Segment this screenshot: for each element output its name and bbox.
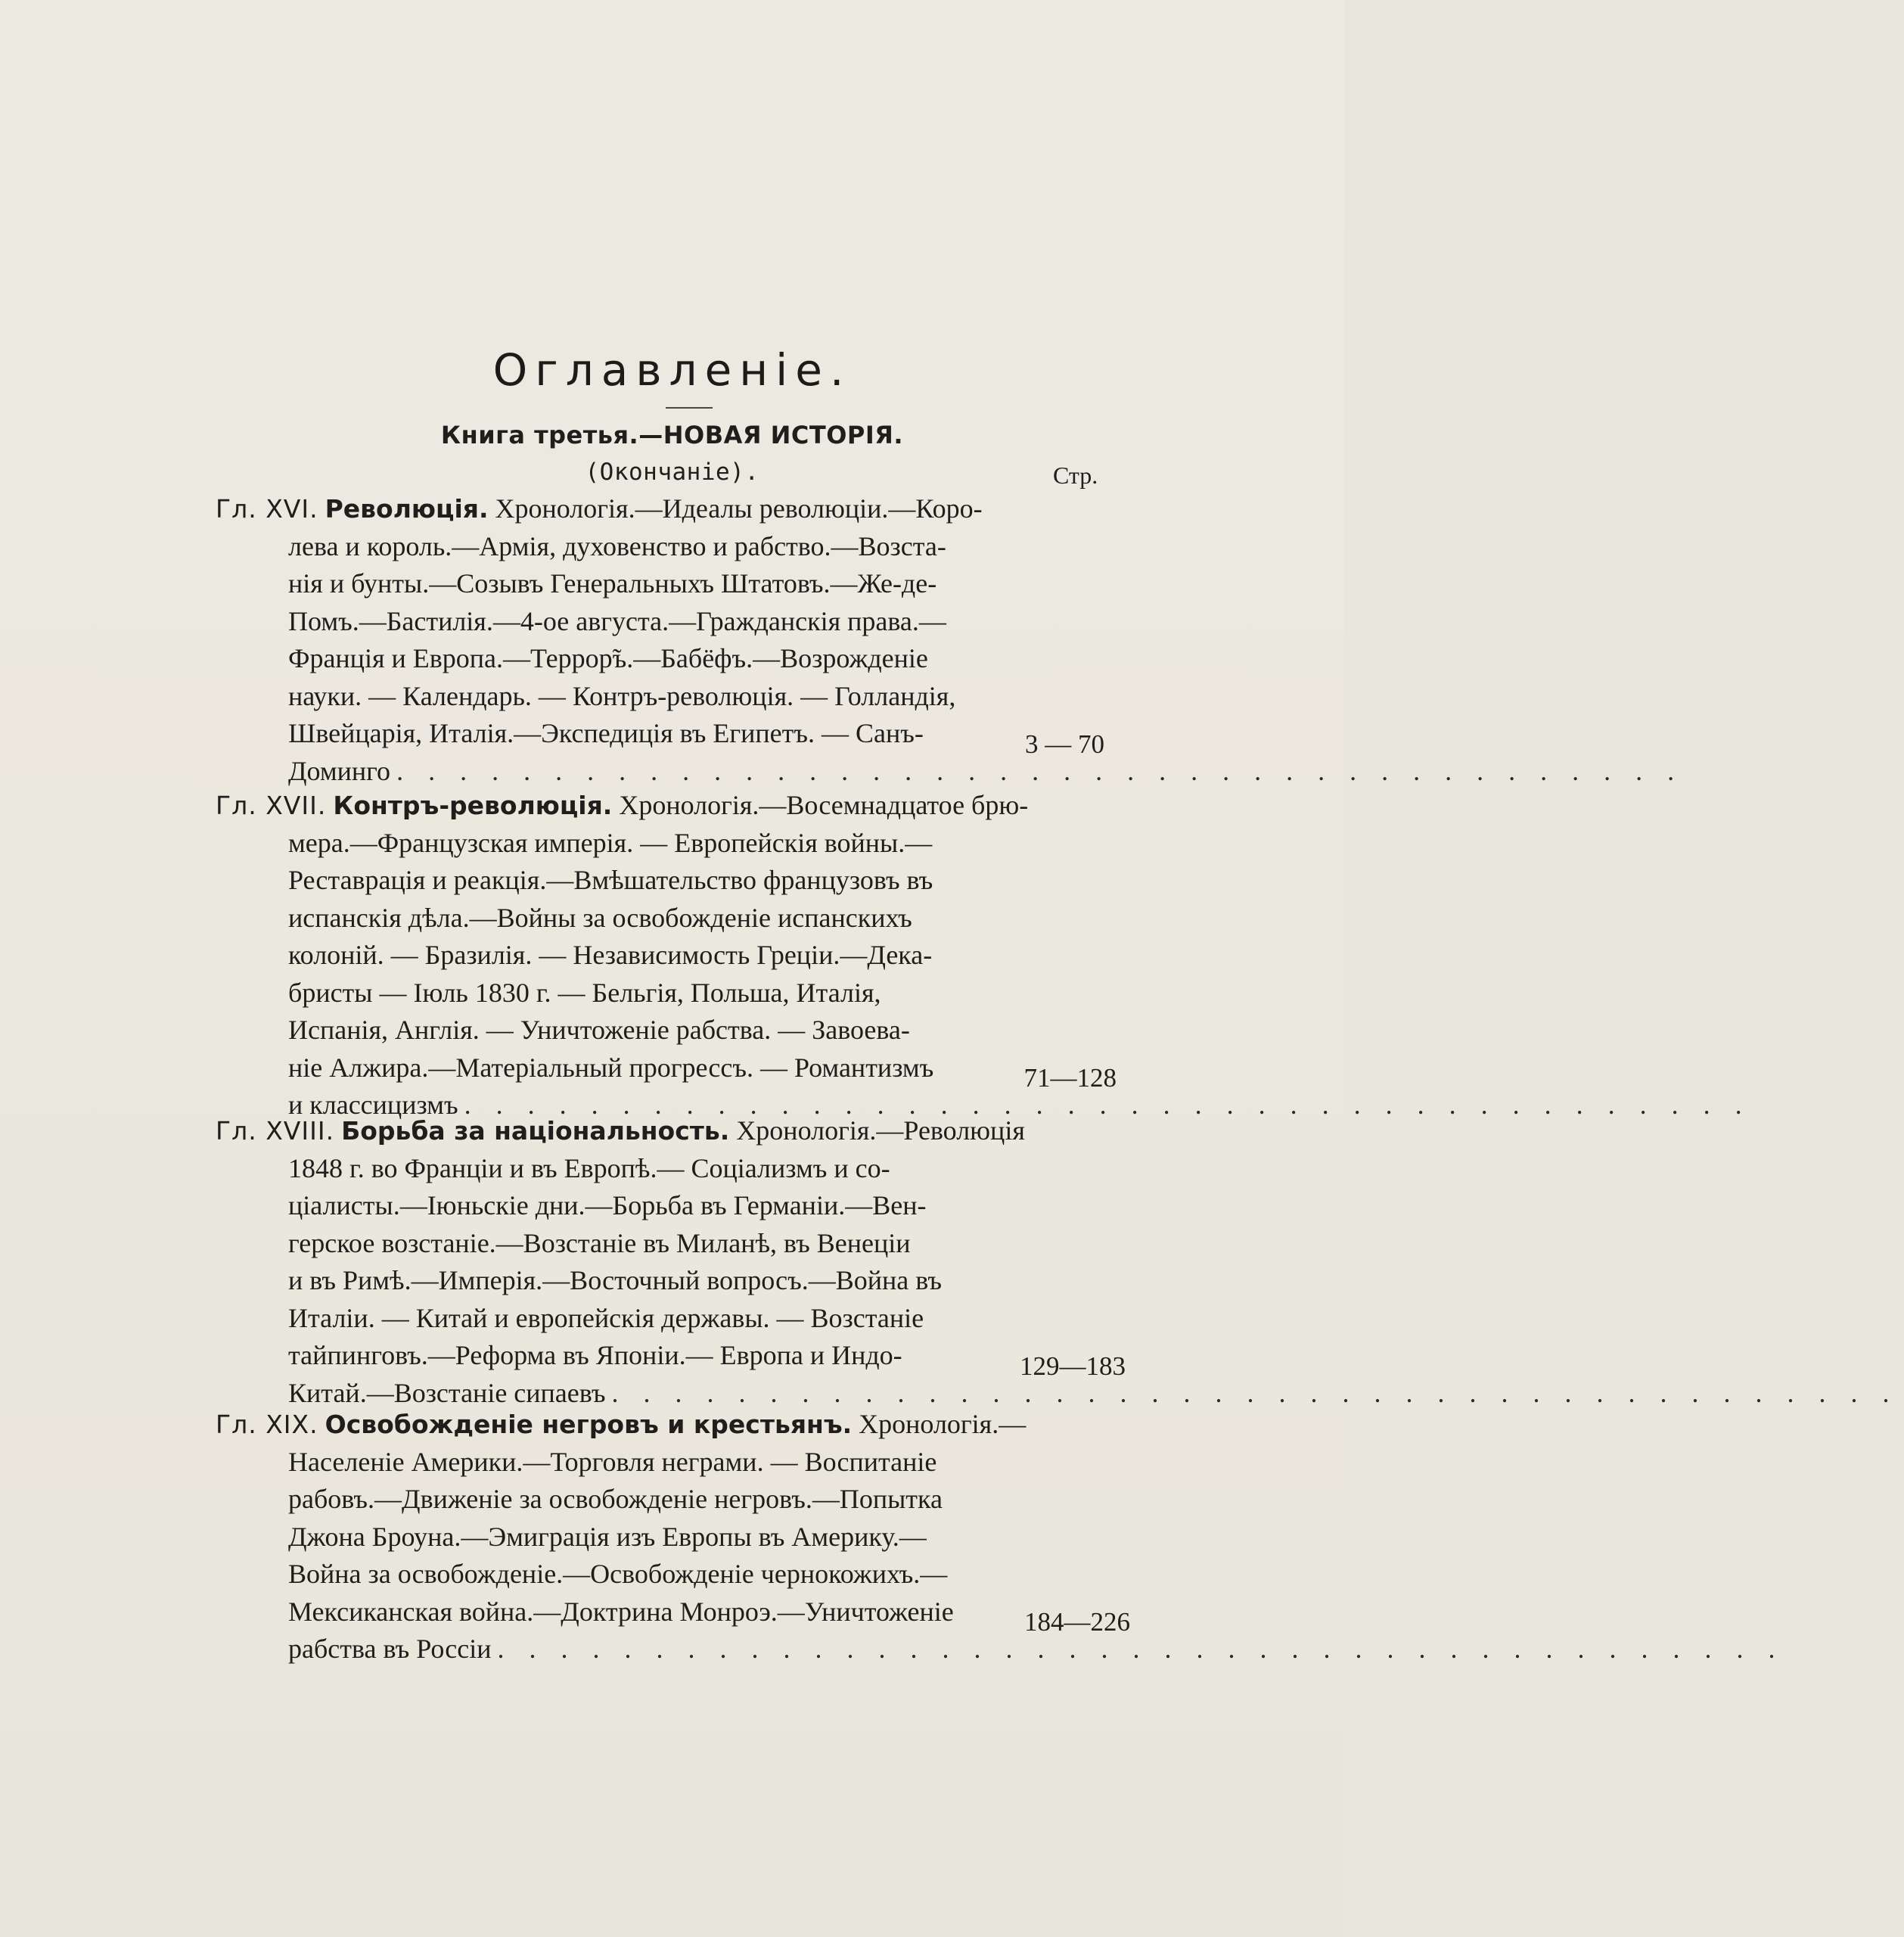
page-range: 129—183 (1020, 1351, 1126, 1381)
entry-first-line (216, 490, 987, 528)
entry-text: рабства въ Россіи (288, 1634, 492, 1664)
chapter-name: Контръ-революція. (333, 791, 613, 820)
entry-line: Населеніе Америки.—Торговля неграми. — Воспитаніе (288, 1446, 937, 1477)
entry-first-line (216, 1112, 1025, 1150)
entry-first-line (216, 1406, 1027, 1444)
entry-line: Швейцарія, Италія.—Экспедиція въ Египетъ. — Санъ- (288, 718, 924, 748)
leader-dots: . . . . . . . . . . . . . . . . . . . . . . . . . . . . . . . . . . . . . . . . . (611, 1377, 1899, 1408)
entry-text: Хронологія.— (859, 1409, 1027, 1439)
entry-line: ніе Алжира.—Матеріальный прогрессъ. — Романтизмъ (288, 1052, 934, 1083)
entry-line: Мексиканская война.—Доктрина Монроэ.—Уничтоженіе (288, 1596, 954, 1627)
entry-line: нія и бунты.—Созывъ Генеральныхъ Штатовъ.—Же-де- (288, 568, 937, 599)
entry-line: бристы — Іюль 1830 г. — Бельгія, Польша, Италія, (288, 977, 881, 1008)
entry-line: Испанія, Англія. — Уничтоженіе рабства. — Завоева- (288, 1015, 910, 1045)
entry-line: науки. — Календарь. — Контръ-революція. — Голландія, (288, 680, 956, 711)
entry-line: Джона Броуна.—Эмиграція изъ Европы въ Америку.— (288, 1521, 927, 1552)
entry-line: Реставрація и реакція.—Вмѣшательство французовъ въ (288, 865, 933, 895)
chapter-name: Борьба за національность. (341, 1116, 730, 1146)
entry-line: рабовъ.—Движеніе за освобожденіе негровъ.—Попытка (288, 1484, 943, 1514)
leader-dots: . . . . . . . . . . . . . . . . . . . . . . . . . . . . . . . . . . . . . . . . . (464, 1090, 1751, 1120)
page-range: 184—226 (1024, 1607, 1130, 1637)
entry-line: ціалисты.—Іюньскіе дни.—Борьба въ Германіи.—Вен- (288, 1190, 927, 1220)
chapter-label: Гл. XVIII. (216, 1116, 335, 1146)
book-heading: Книга третья.—НОВАЯ ИСТОРІЯ. (440, 421, 904, 449)
entry-text: Хронологія.—Революція (736, 1115, 1025, 1146)
entry-line: 1848 г. во Франціи и въ Европѣ.— Соціализмъ и со- (288, 1152, 890, 1183)
chapter-label: Гл. XVII. (216, 791, 327, 820)
entry-first-line (216, 787, 1029, 825)
entry-text: Хронологія.—Идеалы революціи.—Коро- (495, 493, 983, 524)
entry-line: колоній. — Бразилія. — Независимость Греціи.—Дека- (288, 940, 933, 970)
entry-line: испанскія дѣла.—Войны за освобожденіе испанскихъ (288, 902, 912, 933)
chapter-name: Революція. (325, 494, 489, 524)
chapter-label: Гл. XIX. (216, 1410, 318, 1439)
chapter-label: Гл. XVI. (216, 494, 318, 524)
entry-line: лева и король.—Армія, духовенство и рабство.—Возста- (288, 530, 946, 561)
entry-line: и въ Римѣ.—Имперія.—Восточный вопросъ.—Война въ (288, 1265, 942, 1295)
entry-line: тайпинговъ.—Реформа въ Японіи.— Европа и Индо- (288, 1340, 902, 1370)
chapter-name: Освобожденіе негровъ и крестьянъ. (325, 1410, 853, 1439)
entry-line: Италіи. — Китай и европейскія державы. — Возстаніе (288, 1302, 924, 1333)
entry-line: Война за освобожденіе.—Освобожденіе чернокожихъ.— (288, 1559, 948, 1589)
entry-line: мера.—Французская имперія. — Европейскія войны.— (288, 827, 933, 858)
entry-text: и классицизмъ (288, 1090, 458, 1120)
entry-line: Франція и Европа.—Террор̃ъ.—Бабёфъ.—Возрожденіе (288, 643, 928, 673)
entry-text: Китай.—Возстаніе сипаевъ (288, 1377, 606, 1408)
entry-line: герское возстаніе.—Возстаніе въ Миланѣ, въ Венеціи (288, 1227, 911, 1258)
entry-text: Хронологія.—Восемнадцатое брю- (619, 790, 1029, 820)
pages-column-label: Стр. (1053, 462, 1098, 489)
entry-line: Помъ.—Бастилія.—4-ое августа.—Гражданскія права.— (288, 605, 946, 636)
page-title: Оглавленіе. (492, 344, 852, 396)
entry-text: Доминго (288, 755, 391, 786)
title-divider (666, 407, 713, 409)
book-subtitle: (Окончаніе). (585, 459, 759, 486)
leader-dots: . . . . . . . . . . . . . . . . . . . . . . . . . . . . . . . . . . . . . . . . . (497, 1634, 1784, 1664)
leader-dots: . . . . . . . . . . . . . . . . . . . . . . . . . . . . . . . . . . . . . . . . . (396, 755, 1684, 786)
page-range: 71—128 (1023, 1063, 1117, 1093)
page-range: 3 — 70 (1025, 729, 1104, 759)
